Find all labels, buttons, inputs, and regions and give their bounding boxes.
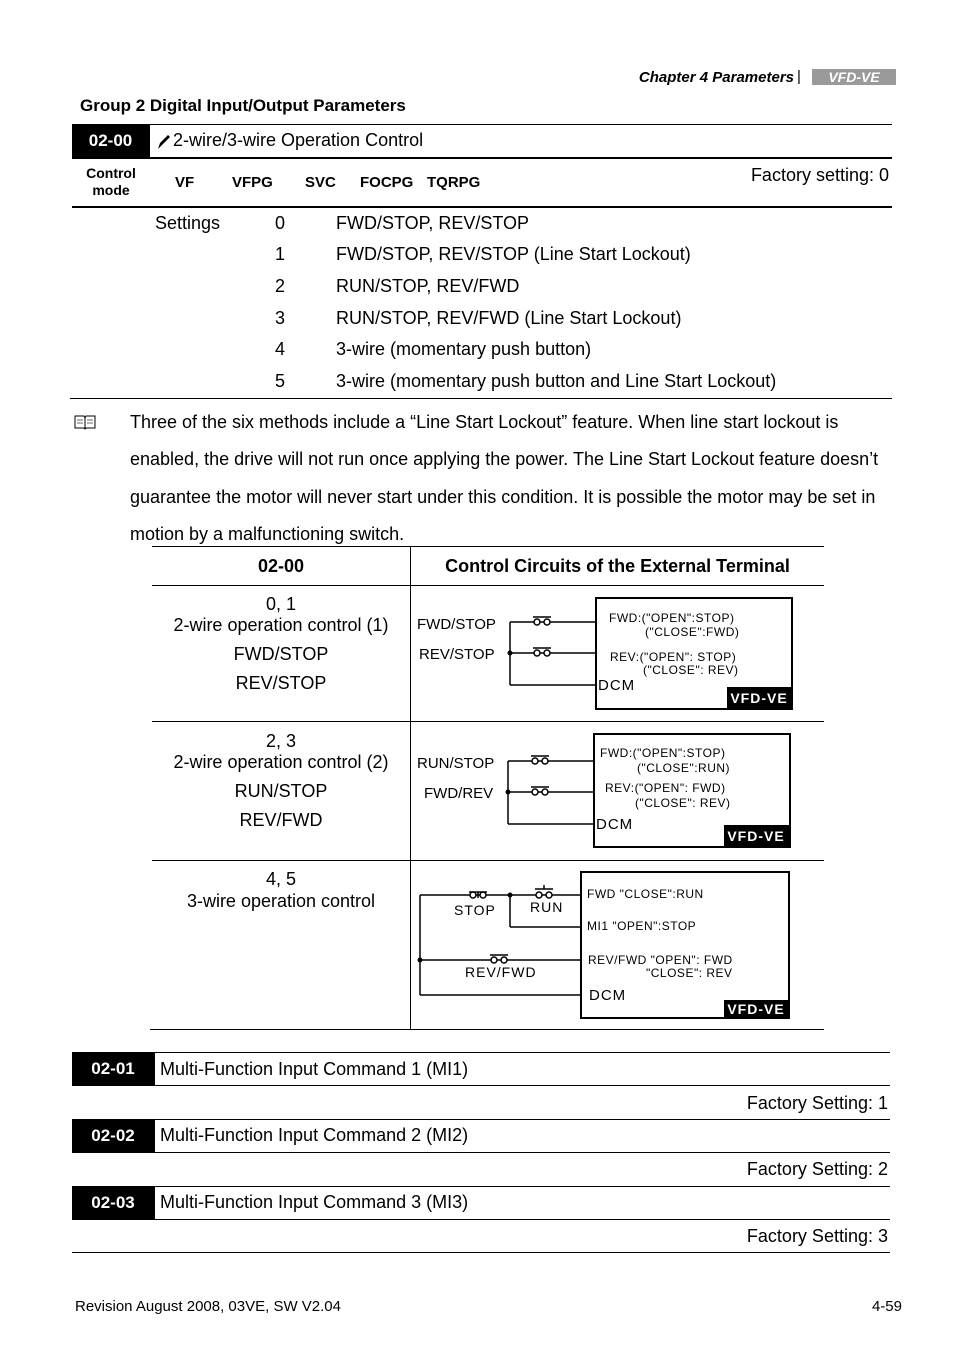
divider [72, 1186, 890, 1187]
chapter-title: Chapter 4 Parameters [638, 69, 794, 86]
svg-text:("CLOSE":FWD): ("CLOSE":FWD) [645, 625, 740, 639]
row-title: 2-wire operation control (1) [173, 615, 389, 635]
factory-setting: Factory setting: 0 [750, 165, 889, 185]
vfd-ve-logo [812, 69, 896, 85]
footer-revision: Revision August 2008, 03VE, SW V2.04 [75, 1298, 341, 1315]
group-title: Group 2 Digital Input/Output Parameters [80, 96, 406, 115]
svg-text:REV:("OPEN": STOP): REV:("OPEN": STOP) [610, 650, 737, 664]
setting-desc: FWD/STOP, REV/STOP (Line Start Lockout) [336, 244, 691, 264]
circuit-diagram-3 [411, 861, 824, 1029]
svg-text:("CLOSE": REV): ("CLOSE": REV) [635, 796, 731, 810]
svg-text:VFD-VE: VFD-VE [727, 1001, 785, 1017]
page-number: 4-59 [871, 1298, 902, 1315]
pencil-icon [156, 133, 172, 151]
mode-focpg: FOCPG [360, 174, 414, 191]
row-line: RUN/STOP [234, 781, 328, 801]
param-code: 02-02 [72, 1120, 154, 1152]
svg-text:FWD/STOP: FWD/STOP [417, 616, 496, 633]
divider [149, 125, 150, 157]
param-name: Multi-Function Input Command 2 (MI2) [160, 1125, 469, 1145]
setting-desc: 3-wire (momentary push button and Line Start Lockout) [336, 371, 777, 391]
svg-text:("CLOSE":RUN): ("CLOSE":RUN) [637, 761, 731, 775]
svg-text:FWD:("OPEN":STOP): FWD:("OPEN":STOP) [600, 746, 726, 760]
mode-svc: SVC [305, 174, 336, 191]
divider [72, 157, 892, 159]
row-line: REV/FWD [239, 810, 323, 830]
header-separator: | [797, 68, 801, 85]
svg-text:REV/STOP: REV/STOP [419, 646, 495, 663]
mode-tqrpg: TQRPG [427, 174, 481, 191]
svg-text:REV:("OPEN": FWD): REV:("OPEN": FWD) [605, 781, 726, 795]
svg-text:RUN: RUN [530, 899, 564, 915]
factory-setting: Factory Setting: 2 [746, 1159, 888, 1179]
svg-text:DCM: DCM [596, 816, 634, 833]
svg-text:DCM: DCM [598, 677, 636, 694]
svg-text:DCM: DCM [589, 987, 627, 1004]
svg-text:FWD/REV: FWD/REV [424, 785, 494, 802]
mode-vfpg: VFPG [232, 174, 273, 191]
row-title: 3-wire operation control [186, 891, 376, 911]
svg-text:"CLOSE": REV: "CLOSE": REV [646, 966, 733, 980]
divider [72, 1219, 890, 1220]
setting-desc: RUN/STOP, REV/FWD [336, 276, 520, 296]
row-values: 4, 5 [265, 869, 297, 889]
divider [72, 1085, 890, 1086]
svg-text:MI1 "OPEN":STOP: MI1 "OPEN":STOP [587, 919, 697, 933]
circuit-diagram-1 [411, 586, 824, 721]
svg-text:VFD-VE: VFD-VE [730, 690, 788, 706]
svg-text:REV/FWD: REV/FWD [465, 964, 537, 980]
book-icon [74, 414, 96, 430]
circuit-diagram-2 [411, 722, 824, 860]
control-mode-label: Control mode [86, 165, 136, 198]
row-line: REV/STOP [235, 673, 327, 693]
factory-setting: Factory Setting: 3 [746, 1226, 888, 1246]
svg-text:FWD:("OPEN":STOP): FWD:("OPEN":STOP) [609, 611, 735, 625]
param-name: Multi-Function Input Command 1 (MI1) [160, 1059, 469, 1079]
svg-text:STOP: STOP [454, 902, 496, 918]
row-values: 0, 1 [265, 594, 297, 614]
note-text: Three of the six methods include a “Line Start Lockout” feature. When line start lockout is enabled, the drive will not run once applying the power. The Line Start Lockout feature doesn’t guarantee the motor will never start under this condition. It is possible the motor may be set in motion by a malfunctioning switch. [130, 412, 879, 544]
svg-text:FWD "CLOSE":RUN: FWD "CLOSE":RUN [587, 887, 704, 901]
setting-desc: FWD/STOP, REV/STOP [336, 213, 530, 233]
svg-text:RUN/STOP: RUN/STOP [417, 755, 495, 772]
factory-setting: Factory Setting: 1 [746, 1093, 888, 1113]
mode-vf: VF [175, 174, 195, 191]
divider [154, 1187, 155, 1219]
row-values: 2, 3 [265, 731, 297, 751]
divider [72, 1119, 890, 1120]
setting-desc: 3-wire (momentary push button) [336, 339, 592, 359]
svg-text:("CLOSE": REV): ("CLOSE": REV) [643, 663, 739, 677]
divider [72, 124, 892, 125]
setting-value: 0 [274, 213, 285, 233]
row-title: 2-wire operation control (2) [173, 752, 389, 772]
settings-label: Settings [155, 213, 221, 233]
param-code: 02-01 [72, 1053, 154, 1085]
table-header-code: 02-00 [257, 556, 305, 576]
setting-value: 2 [274, 276, 285, 296]
param-name: Multi-Function Input Command 3 (MI3) [160, 1192, 469, 1212]
setting-value: 3 [274, 308, 285, 328]
param-code: 02-00 [72, 125, 149, 157]
divider [72, 1152, 890, 1153]
divider [152, 546, 824, 547]
divider [72, 1252, 890, 1253]
table-header-circuits: Control Circuits of the External Terminal [445, 556, 790, 576]
divider [72, 206, 892, 208]
svg-text:REV/FWD "OPEN": FWD: REV/FWD "OPEN": FWD [588, 953, 733, 967]
svg-text:VFD-VE: VFD-VE [727, 828, 785, 844]
setting-value: 4 [274, 339, 285, 359]
setting-value: 5 [274, 371, 285, 391]
param-code: 02-03 [72, 1187, 154, 1219]
param-name: 2-wire/3-wire Operation Control [173, 130, 424, 150]
divider [70, 398, 892, 399]
divider [150, 1029, 824, 1030]
setting-value: 1 [274, 244, 285, 264]
setting-desc: RUN/STOP, REV/FWD (Line Start Lockout) [336, 308, 682, 328]
divider [72, 1052, 890, 1053]
svg-text:VFD-VE: VFD-VE [828, 69, 880, 85]
row-line: FWD/STOP [233, 644, 329, 664]
divider [154, 1120, 155, 1152]
divider [154, 1053, 155, 1085]
